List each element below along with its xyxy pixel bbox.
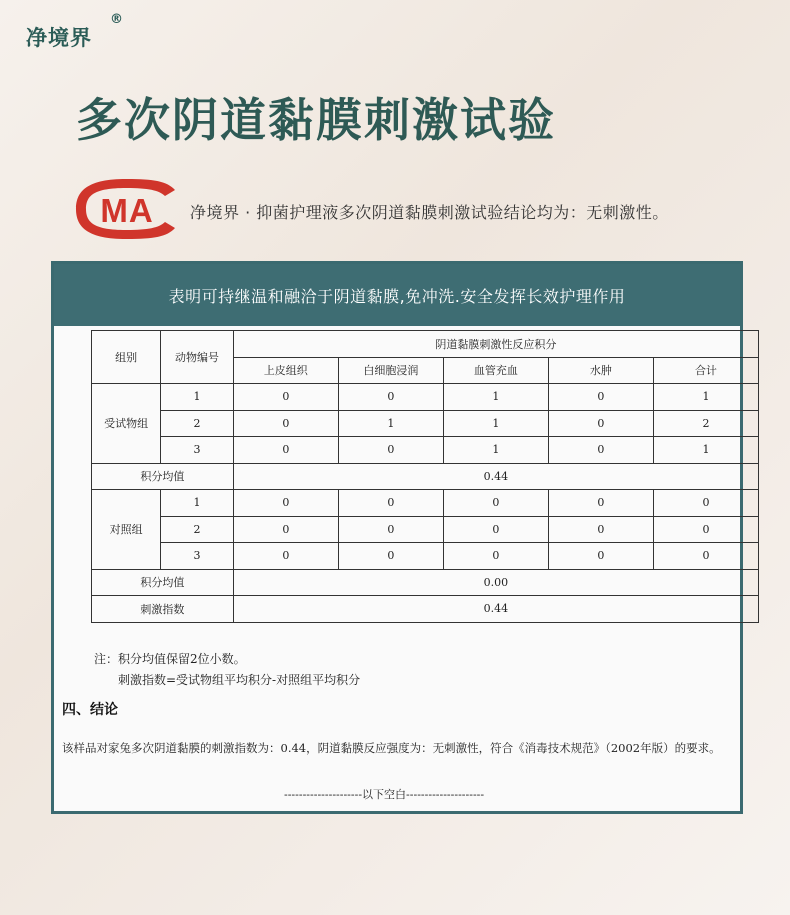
cell: 1 [443, 437, 548, 464]
cell: 0 [653, 490, 758, 517]
table-row [92, 463, 759, 490]
conclusion-summary: 净境界 · 抑菌护理液多次阴道黏膜刺激试验结论均为：无刺激性。 [190, 203, 669, 222]
section-heading: 四、结论 [62, 702, 118, 718]
note-line-2: 刺激指数=受试物组平均积分-对照组平均积分 [118, 673, 361, 687]
cell: 1 [653, 437, 758, 464]
irritation-index-value: 0.44 [233, 596, 758, 623]
animal-id: 2 [161, 516, 234, 543]
registered-mark: ® [110, 12, 123, 27]
table-row [92, 569, 759, 596]
cell: 0 [548, 384, 653, 411]
cell: 0 [443, 543, 548, 570]
cma-letters: MA [100, 192, 154, 229]
table-row [92, 596, 759, 623]
conclusion-text: 该样品对家兔多次阴道黏膜的刺激指数为：0.44，阴道黏膜反应强度为：无刺激性，符合《消毒技术规范》（2002年版）的要求。 [62, 741, 721, 755]
cell: 0 [338, 384, 443, 411]
animal-id: 2 [161, 410, 234, 437]
table-notes [94, 649, 360, 691]
cell: 0 [443, 516, 548, 543]
table-row [92, 437, 759, 464]
cell: 1 [443, 384, 548, 411]
animal-id: 1 [161, 384, 234, 411]
cell: 0 [338, 543, 443, 570]
cell: 0 [548, 490, 653, 517]
panel-header: 表明可持继温和融洽于阴道黏膜,免冲洗.安全发挥长效护理作用 [54, 264, 740, 326]
header-animal: 动物编号 [161, 331, 234, 384]
header-group: 组别 [92, 331, 161, 384]
cell: 0 [443, 490, 548, 517]
animal-id: 3 [161, 543, 234, 570]
table-row [92, 543, 759, 570]
control-group-label: 对照组 [92, 490, 161, 570]
cell: 1 [338, 410, 443, 437]
test-mean-label: 积分均值 [92, 463, 234, 490]
cell: 0 [233, 516, 338, 543]
cell: 0 [548, 543, 653, 570]
cell: 0 [233, 437, 338, 464]
end-of-content-line: ---------------------以下空白--------------------- [284, 788, 485, 801]
cell: 0 [653, 516, 758, 543]
irritation-index-label: 刺激指数 [92, 596, 234, 623]
table-row [92, 410, 759, 437]
table-row [92, 516, 759, 543]
col-epithelium: 上皮组织 [233, 357, 338, 384]
cell: 0 [338, 490, 443, 517]
animal-id: 1 [161, 490, 234, 517]
cell: 0 [233, 410, 338, 437]
cell: 0 [338, 437, 443, 464]
cell: 2 [653, 410, 758, 437]
table-row [92, 384, 759, 411]
col-edema: 水肿 [548, 357, 653, 384]
animal-id: 3 [161, 437, 234, 464]
col-leukocyte: 白细胞浸润 [338, 357, 443, 384]
cell: 0 [233, 384, 338, 411]
cell: 1 [443, 410, 548, 437]
control-mean-value: 0.00 [233, 569, 758, 596]
irritation-score-table [91, 330, 759, 623]
cell: 0 [653, 543, 758, 570]
cma-certification-logo [73, 178, 179, 240]
test-group-label: 受试物组 [92, 384, 161, 464]
test-mean-value: 0.44 [233, 463, 758, 490]
col-total: 合计 [653, 357, 758, 384]
col-vascular: 血管充血 [443, 357, 548, 384]
page-title: 多次阴道黏膜刺激试验 [76, 93, 556, 147]
brand-logo: 净境界 [26, 26, 92, 50]
cell: 0 [548, 410, 653, 437]
cell: 0 [338, 516, 443, 543]
header-score: 阴道黏膜刺激性反应积分 [233, 331, 758, 358]
report-document [54, 326, 740, 811]
cell: 0 [233, 543, 338, 570]
cell: 1 [653, 384, 758, 411]
table-row [92, 490, 759, 517]
cell: 0 [548, 437, 653, 464]
note-line-1: 注：积分均值保留2位小数。 [94, 652, 246, 666]
table-header-row [92, 331, 759, 358]
control-mean-label: 积分均值 [92, 569, 234, 596]
cell: 0 [233, 490, 338, 517]
cell: 0 [548, 516, 653, 543]
report-panel [51, 261, 743, 814]
